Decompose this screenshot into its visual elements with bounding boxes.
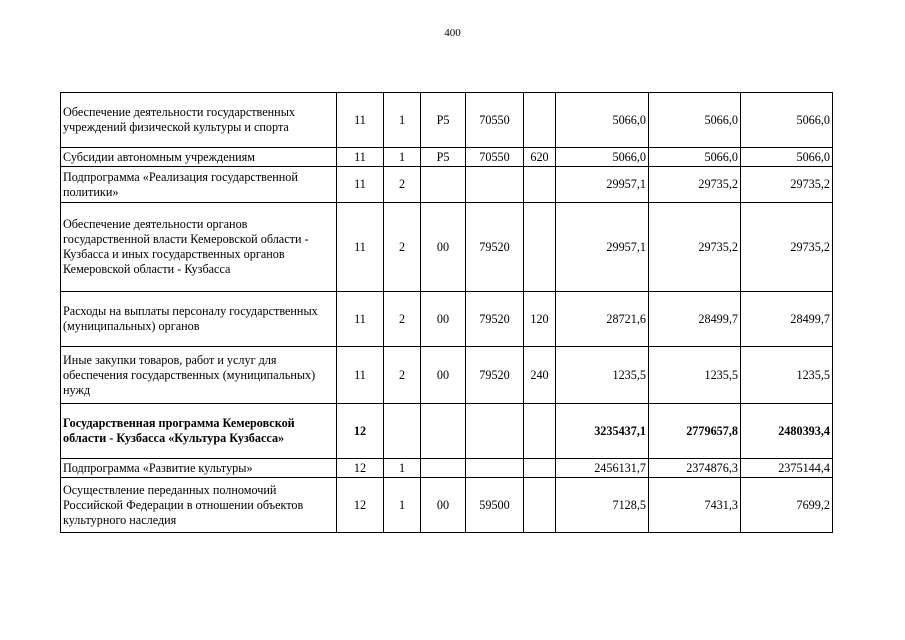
row-name: Подпрограмма «Развитие культуры» (61, 459, 337, 478)
amount-year-1: 1235,5 (556, 347, 649, 404)
subsection-code: 2 (384, 292, 421, 347)
amount-year-3: 29735,2 (741, 167, 833, 203)
budget-table (60, 92, 833, 533)
program-code (421, 404, 466, 459)
amount-year-2: 1235,5 (649, 347, 741, 404)
row-name: Расходы на выплаты персоналу государственных (муниципальных) органов (61, 292, 337, 347)
subsection-code: 2 (384, 347, 421, 404)
section-code: 11 (337, 148, 384, 167)
amount-year-1: 29957,1 (556, 203, 649, 292)
section-code: 11 (337, 93, 384, 148)
amount-year-3: 2480393,4 (741, 404, 833, 459)
expense-type-code: 240 (524, 347, 556, 404)
row-name: Государственная программа Кемеровской области - Кузбасса «Культура Кузбасса» (61, 404, 337, 459)
table-row (61, 347, 833, 404)
section-code: 11 (337, 203, 384, 292)
expense-type-code (524, 93, 556, 148)
row-name: Осуществление переданных полномочий Российской Федерации в отношении объектов культурного наследия (61, 478, 337, 533)
amount-year-2: 28499,7 (649, 292, 741, 347)
amount-year-1: 3235437,1 (556, 404, 649, 459)
amount-year-1: 2456131,7 (556, 459, 649, 478)
target-code: 70550 (466, 93, 524, 148)
row-name: Субсидии автономным учреждениям (61, 148, 337, 167)
target-code: 79520 (466, 347, 524, 404)
target-code (466, 459, 524, 478)
amount-year-2: 2374876,3 (649, 459, 741, 478)
amount-year-1: 29957,1 (556, 167, 649, 203)
amount-year-3: 7699,2 (741, 478, 833, 533)
section-code: 11 (337, 292, 384, 347)
amount-year-3: 2375144,4 (741, 459, 833, 478)
table-row (61, 93, 833, 148)
subsection-code: 1 (384, 93, 421, 148)
amount-year-1: 7128,5 (556, 478, 649, 533)
table-row (61, 203, 833, 292)
amount-year-3: 5066,0 (741, 93, 833, 148)
program-code: 00 (421, 292, 466, 347)
section-code: 12 (337, 404, 384, 459)
amount-year-3: 28499,7 (741, 292, 833, 347)
table-row (61, 292, 833, 347)
amount-year-3: 1235,5 (741, 347, 833, 404)
amount-year-3: 5066,0 (741, 148, 833, 167)
subsection-code: 1 (384, 148, 421, 167)
table-row (61, 167, 833, 203)
program-code: Р5 (421, 148, 466, 167)
program-code: 00 (421, 347, 466, 404)
program-code (421, 167, 466, 203)
page-number: 400 (444, 27, 461, 39)
amount-year-2: 29735,2 (649, 167, 741, 203)
program-code (421, 459, 466, 478)
program-code: 00 (421, 478, 466, 533)
section-code: 12 (337, 459, 384, 478)
row-name: Обеспечение деятельности органов государственной власти Кемеровской области - Кузбасса и иных государственных органов Кемеровской области - Кузбасса (61, 203, 337, 292)
table-row (61, 404, 833, 459)
amount-year-3: 29735,2 (741, 203, 833, 292)
row-name: Иные закупки товаров, работ и услуг для обеспечения государственных (муниципальных) нужд (61, 347, 337, 404)
expense-type-code (524, 404, 556, 459)
subsection-code (384, 404, 421, 459)
expense-type-code (524, 478, 556, 533)
target-code: 59500 (466, 478, 524, 533)
amount-year-1: 28721,6 (556, 292, 649, 347)
subsection-code: 2 (384, 167, 421, 203)
target-code: 79520 (466, 292, 524, 347)
expense-type-code: 620 (524, 148, 556, 167)
amount-year-1: 5066,0 (556, 93, 649, 148)
expense-type-code (524, 459, 556, 478)
table-row (61, 148, 833, 167)
expense-type-code (524, 203, 556, 292)
target-code (466, 167, 524, 203)
row-name: Обеспечение деятельности государственных учреждений физической культуры и спорта (61, 93, 337, 148)
expense-type-code: 120 (524, 292, 556, 347)
target-code (466, 404, 524, 459)
subsection-code: 1 (384, 459, 421, 478)
target-code: 79520 (466, 203, 524, 292)
amount-year-1: 5066,0 (556, 148, 649, 167)
amount-year-2: 29735,2 (649, 203, 741, 292)
expense-type-code (524, 167, 556, 203)
amount-year-2: 5066,0 (649, 148, 741, 167)
subsection-code: 1 (384, 478, 421, 533)
section-code: 11 (337, 167, 384, 203)
table-row (61, 459, 833, 478)
amount-year-2: 7431,3 (649, 478, 741, 533)
program-code: Р5 (421, 93, 466, 148)
section-code: 12 (337, 478, 384, 533)
target-code: 70550 (466, 148, 524, 167)
subsection-code: 2 (384, 203, 421, 292)
section-code: 11 (337, 347, 384, 404)
program-code: 00 (421, 203, 466, 292)
amount-year-2: 2779657,8 (649, 404, 741, 459)
table-row (61, 478, 833, 533)
row-name: Подпрограмма «Реализация государственной политики» (61, 167, 337, 203)
amount-year-2: 5066,0 (649, 93, 741, 148)
